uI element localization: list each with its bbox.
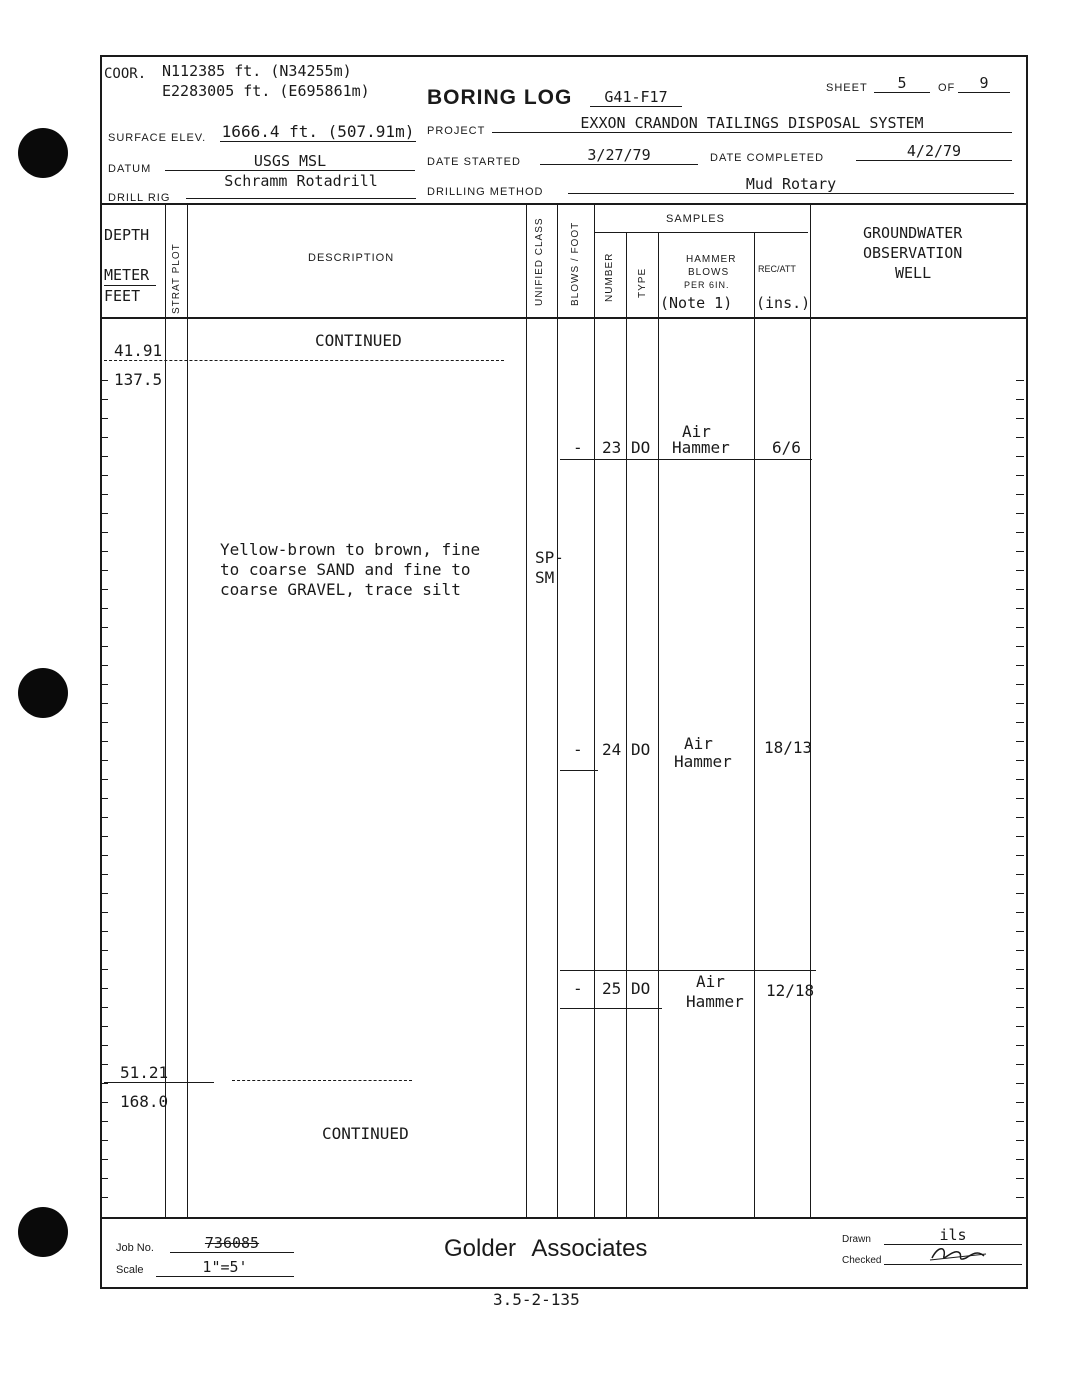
depth-tick (1016, 855, 1024, 856)
sheet-number: 5 (874, 74, 930, 93)
col-hammer-1: HAMMER (686, 254, 737, 265)
depth-tick (100, 855, 108, 856)
depth-tick (1016, 1045, 1024, 1046)
depth-tick (100, 627, 108, 628)
depth-tick (1016, 418, 1024, 419)
depth-tick (1016, 779, 1024, 780)
description-line-3: coarse GRAVEL, trace silt (220, 580, 461, 599)
depth-tick (1016, 1197, 1024, 1198)
drilling-method-label: DRILLING METHOD (427, 186, 544, 198)
depth-tick (100, 912, 108, 913)
date-completed: 4/2/79 (856, 142, 1012, 161)
col-rec-units: (ins.) (756, 294, 811, 312)
log-id (590, 88, 682, 107)
col-strat-plot: STRAT PLOT (171, 243, 182, 314)
depth-tick (100, 684, 108, 685)
depth-tick (1016, 494, 1024, 495)
depth-tick (1016, 912, 1024, 913)
depth-tick (1016, 684, 1024, 685)
col-feet: FEET (104, 287, 141, 305)
page-number: 3.5-2-135 (493, 1290, 580, 1309)
depth-tick (100, 722, 108, 723)
depth-tick (1016, 760, 1024, 761)
depth-tick (100, 1197, 108, 1198)
depth-tick (1016, 988, 1024, 989)
sample-blows: - (573, 438, 583, 457)
date-started: 3/27/79 (540, 146, 698, 165)
punch-hole-middle (18, 668, 68, 718)
depth-tick (100, 589, 108, 590)
coor-north: N112385 ft. (N34255m) (162, 62, 352, 80)
surface-elev-label: SURFACE ELEV. (108, 132, 207, 144)
depth-tick (1016, 1159, 1024, 1160)
depth-tick (100, 779, 108, 780)
depth-tick (1016, 551, 1024, 552)
depth-tick (1016, 608, 1024, 609)
sheet-label: SHEET (826, 82, 868, 94)
column-header-divider (100, 317, 1026, 319)
depth-tick (100, 532, 108, 533)
drill-rig: Schramm Rotadrill (186, 172, 416, 199)
col-blows-foot: BLOWS / FOOT (570, 221, 581, 306)
depth-tick (1016, 380, 1024, 381)
depth-tick (100, 646, 108, 647)
description-line-1: Yellow-brown to brown, fine (220, 540, 481, 559)
depth-tick (100, 817, 108, 818)
depth-bottom-feet: 168.0 (120, 1092, 169, 1111)
depth-tick (1016, 874, 1024, 875)
depth-bottom-meter: 51.21 (120, 1063, 169, 1082)
depth-tick (100, 551, 108, 552)
depth-tick (1016, 589, 1024, 590)
col-groundwater-2: OBSERVATION (863, 244, 963, 262)
depth-tick (1016, 741, 1024, 742)
unified-class-1: SP- (535, 548, 564, 567)
sample-number: 24 (602, 740, 622, 759)
col-rec-att: REC/ATT (758, 264, 796, 274)
drawn-label: Drawn (842, 1234, 871, 1245)
depth-tick (1016, 1083, 1024, 1084)
coor-label: COOR. (104, 66, 147, 82)
depth-tick (100, 893, 108, 894)
sample-hammer-2: Hammer (672, 438, 730, 457)
depth-tick (100, 931, 108, 932)
depth-tick (100, 988, 108, 989)
depth-tick (100, 1083, 108, 1084)
depth-tick (100, 399, 108, 400)
depth-tick (100, 874, 108, 875)
col-unified-class: UNIFIED CLASS (534, 217, 545, 306)
depth-tick (1016, 627, 1024, 628)
depth-tick (1016, 456, 1024, 457)
sample-blows: - (573, 979, 583, 998)
depth-tick (1016, 1102, 1024, 1103)
sample-rec: 18/13 (764, 738, 813, 757)
depth-tick (1016, 437, 1024, 438)
depth-tick (100, 760, 108, 761)
drill-rig-label: DRILL RIG (108, 192, 171, 204)
depth-tick (100, 1102, 108, 1103)
sample-hammer-2: Hammer (686, 992, 744, 1011)
checked-label: Checked (842, 1255, 882, 1266)
col-samples: SAMPLES (666, 213, 725, 225)
col-description: DESCRIPTION (308, 252, 395, 264)
depth-tick (100, 798, 108, 799)
col-hammer-note: (Note 1) (660, 294, 733, 312)
depth-tick (1016, 1121, 1024, 1122)
sample-type: DO (631, 740, 651, 759)
depth-tick (1016, 836, 1024, 837)
col-type: TYPE (637, 267, 648, 298)
footer-divider (100, 1217, 1026, 1219)
depth-tick (1016, 703, 1024, 704)
depth-tick (1016, 931, 1024, 932)
depth-tick (100, 1045, 108, 1046)
sample-number: 25 (602, 979, 622, 998)
depth-tick (1016, 532, 1024, 533)
unified-class-2: SM (535, 568, 555, 587)
sample-type: DO (631, 979, 651, 998)
depth-tick (1016, 722, 1024, 723)
depth-tick (100, 494, 108, 495)
depth-tick (100, 950, 108, 951)
col-depth: DEPTH (104, 226, 150, 244)
depth-tick (1016, 665, 1024, 666)
depth-tick (1016, 1064, 1024, 1065)
date-started-label: DATE STARTED (427, 156, 521, 168)
depth-tick (100, 570, 108, 571)
depth-tick (1016, 1140, 1024, 1141)
depth-tick (100, 836, 108, 837)
sample-hammer-1: Air (696, 972, 725, 991)
depth-tick (100, 456, 108, 457)
sample-number: 23 (602, 438, 622, 457)
continued-top: CONTINUED (315, 331, 402, 350)
header-divider (100, 203, 1026, 205)
depth-tick (100, 1178, 108, 1179)
depth-tick (100, 1121, 108, 1122)
col-hammer-3: PER 6IN. (684, 280, 730, 290)
coor-east: E2283005 ft. (E695861m) (162, 82, 370, 100)
project-label: PROJECT (427, 125, 486, 137)
drawn-value: ils (884, 1226, 1022, 1245)
depth-tick (100, 513, 108, 514)
sample-rec: 12/18 (766, 981, 815, 1000)
sample-rec: 6/6 (772, 438, 801, 457)
depth-top-feet: 137.5 (114, 370, 163, 389)
depth-tick (100, 741, 108, 742)
description-line-2: to coarse SAND and fine to (220, 560, 471, 579)
job-number: 736085 (170, 1234, 294, 1253)
depth-tick (100, 1026, 108, 1027)
depth-tick (100, 969, 108, 970)
depth-tick (1016, 1026, 1024, 1027)
depth-tick (1016, 1007, 1024, 1008)
depth-tick (1016, 1178, 1024, 1179)
col-meter: METER (104, 266, 150, 284)
job-label: Job No. (116, 1242, 154, 1254)
scale-value: 1"=5' (156, 1258, 294, 1277)
log-id-value: G41-F17 (590, 88, 682, 107)
checked-signature (884, 1242, 1022, 1265)
depth-tick (100, 1064, 108, 1065)
sheet-total: 9 (958, 74, 1010, 93)
scale-label: Scale (116, 1264, 144, 1276)
top-boundary-line (104, 360, 504, 361)
project-name: EXXON CRANDON TAILINGS DISPOSAL SYSTEM (492, 114, 1012, 133)
of-label: OF (938, 82, 956, 94)
depth-tick (1016, 646, 1024, 647)
depth-tick (100, 608, 108, 609)
sample-hammer-1: Air (682, 422, 711, 441)
depth-tick (1016, 817, 1024, 818)
depth-tick (1016, 399, 1024, 400)
depth-tick (100, 380, 108, 381)
sample-type: DO (631, 438, 651, 457)
depth-tick (1016, 475, 1024, 476)
depth-tick (1016, 513, 1024, 514)
depth-tick (1016, 570, 1024, 571)
col-number: NUMBER (604, 252, 615, 302)
datum-value: USGS MSL (165, 152, 415, 171)
datum-label: DATUM (108, 163, 152, 175)
depth-tick (1016, 950, 1024, 951)
depth-tick (100, 475, 108, 476)
date-completed-label: DATE COMPLETED (710, 152, 825, 164)
col-hammer-2: BLOWS (688, 267, 730, 278)
form-title: BORING LOG (427, 86, 573, 109)
col-groundwater-1: GROUNDWATER (863, 224, 963, 242)
signature-initials (928, 1242, 988, 1264)
sample-hammer-2: Hammer (674, 752, 732, 771)
depth-tick (100, 418, 108, 419)
depth-tick (100, 1159, 108, 1160)
surface-elev: 1666.4 ft. (507.91m) (221, 122, 415, 141)
depth-tick (1016, 798, 1024, 799)
company-name: Golder Associates (444, 1235, 648, 1262)
bottom-boundary-line (104, 1082, 214, 1083)
depth-tick (100, 703, 108, 704)
depth-tick (1016, 969, 1024, 970)
depth-top-meter: 41.91 (114, 341, 163, 360)
col-groundwater-3: WELL (895, 264, 932, 282)
depth-tick (100, 1140, 108, 1141)
depth-tick (100, 1007, 108, 1008)
punch-hole-bottom (18, 1207, 68, 1257)
depth-tick (1016, 893, 1024, 894)
drilling-method: Mud Rotary (568, 175, 1014, 194)
depth-tick (100, 665, 108, 666)
depth-tick (100, 437, 108, 438)
punch-hole-top (18, 128, 68, 178)
sample-hammer-1: Air (684, 734, 713, 753)
sample-blows: - (573, 740, 583, 759)
continued-bottom: CONTINUED (322, 1124, 409, 1143)
